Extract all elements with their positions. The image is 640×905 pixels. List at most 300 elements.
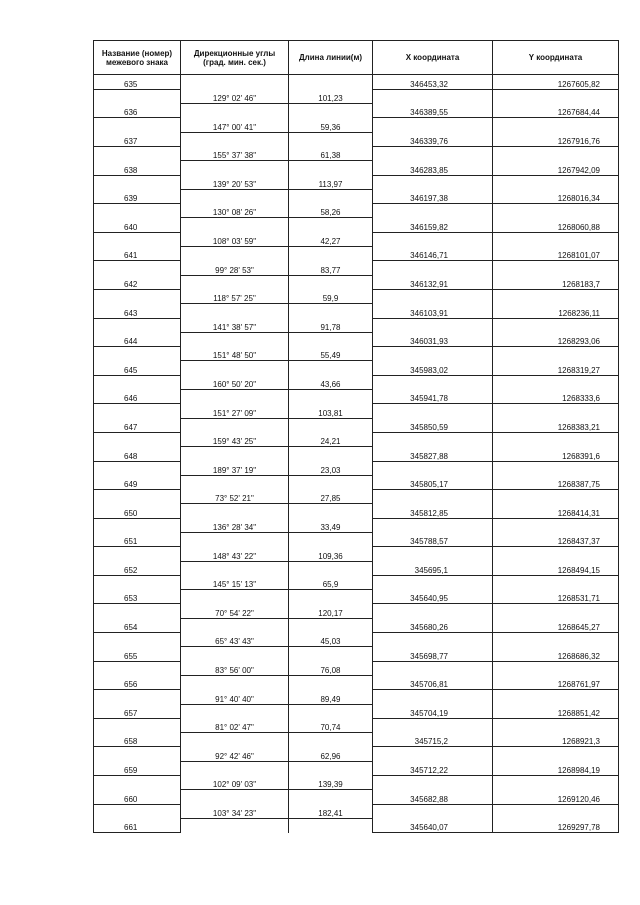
angle-cell-empty (181, 447, 289, 461)
point-row (94, 218, 619, 232)
point-name: 659 (94, 761, 181, 775)
x-coordinate: 345682,88 (373, 790, 493, 804)
point-name: 657 (94, 704, 181, 718)
boundary-coordinates-table (93, 40, 619, 833)
direction-angle: 148° 43' 22" (181, 547, 289, 561)
point-name: 637 (94, 132, 181, 146)
y-coordinate: 1268531,71 (493, 590, 619, 604)
angle-cell-empty (181, 818, 289, 832)
line-length: 27,85 (289, 490, 373, 504)
length-cell-empty (289, 761, 373, 775)
name-cell-empty (94, 718, 181, 732)
point-name: 646 (94, 390, 181, 404)
length-cell-empty (289, 418, 373, 432)
angle-cell-empty (181, 418, 289, 432)
point-row (94, 590, 619, 604)
line-length: 42,27 (289, 232, 373, 246)
segment-row (94, 175, 619, 189)
segment-row (94, 490, 619, 504)
name-cell-empty (94, 776, 181, 790)
point-name: 644 (94, 332, 181, 346)
angle-cell-empty (181, 390, 289, 404)
y-cell-empty (493, 633, 619, 647)
line-length: 83,77 (289, 261, 373, 275)
direction-angle: 81° 02' 47" (181, 718, 289, 732)
direction-angle: 83° 56' 00" (181, 661, 289, 675)
direction-angle: 147° 00' 41" (181, 118, 289, 132)
direction-angle: 99° 28' 53" (181, 261, 289, 275)
point-row (94, 790, 619, 804)
name-cell-empty (94, 661, 181, 675)
direction-angle: 155° 37' 38" (181, 146, 289, 160)
length-cell-empty (289, 790, 373, 804)
length-cell-empty (289, 733, 373, 747)
angle-cell-empty (181, 590, 289, 604)
angle-cell-empty (181, 618, 289, 632)
angle-cell-empty (181, 189, 289, 203)
segment-row (94, 747, 619, 761)
point-row (94, 275, 619, 289)
line-length: 89,49 (289, 690, 373, 704)
direction-angle: 102° 09' 03" (181, 776, 289, 790)
x-coordinate: 346389,55 (373, 104, 493, 118)
segment-row (94, 547, 619, 561)
segment-row (94, 118, 619, 132)
y-coordinate: 1268101,07 (493, 247, 619, 261)
point-name: 639 (94, 189, 181, 203)
segment-row (94, 518, 619, 532)
point-row (94, 818, 619, 832)
segment-row (94, 347, 619, 361)
y-cell-empty (493, 776, 619, 790)
point-name: 649 (94, 475, 181, 489)
point-row (94, 418, 619, 432)
x-cell-empty (373, 776, 493, 790)
header-direction-angle: Дирекционные углы (град. мин. сек.) (181, 41, 289, 75)
x-cell-empty (373, 175, 493, 189)
x-coordinate: 346103,91 (373, 304, 493, 318)
x-cell-empty (373, 747, 493, 761)
y-coordinate: 1268761,97 (493, 675, 619, 689)
line-length: 59,36 (289, 118, 373, 132)
direction-angle: 92° 42' 46" (181, 747, 289, 761)
point-row (94, 475, 619, 489)
x-coordinate: 345706,81 (373, 675, 493, 689)
name-cell-empty (94, 404, 181, 418)
point-row (94, 618, 619, 632)
y-cell-empty (493, 604, 619, 618)
length-cell-empty (289, 818, 373, 832)
y-coordinate: 1268686,32 (493, 647, 619, 661)
point-row (94, 561, 619, 575)
point-row (94, 647, 619, 661)
name-cell-empty (94, 804, 181, 818)
angle-cell-empty (181, 761, 289, 775)
y-cell-empty (493, 518, 619, 532)
x-cell-empty (373, 89, 493, 103)
segment-row (94, 604, 619, 618)
point-name: 641 (94, 247, 181, 261)
y-coordinate: 1267684,44 (493, 104, 619, 118)
x-coordinate: 345805,17 (373, 475, 493, 489)
header-point-name: Название (номер) межевого знака (94, 41, 181, 75)
x-coordinate: 345983,02 (373, 361, 493, 375)
y-cell-empty (493, 490, 619, 504)
angle-cell-empty (181, 275, 289, 289)
angle-cell-empty (181, 304, 289, 318)
x-cell-empty (373, 690, 493, 704)
x-cell-empty (373, 232, 493, 246)
direction-angle: 103° 34' 23" (181, 804, 289, 818)
y-coordinate: 1268236,11 (493, 304, 619, 318)
length-cell-empty (289, 361, 373, 375)
angle-cell-empty (181, 475, 289, 489)
x-coordinate: 346146,71 (373, 247, 493, 261)
direction-angle: 73° 52' 21" (181, 490, 289, 504)
segment-row (94, 690, 619, 704)
length-cell-empty (289, 447, 373, 461)
y-cell-empty (493, 146, 619, 160)
point-name: 652 (94, 561, 181, 575)
length-cell-empty (289, 533, 373, 547)
angle-cell-empty (181, 504, 289, 518)
name-cell-empty (94, 690, 181, 704)
table-header-row (94, 41, 619, 75)
length-cell-empty (289, 590, 373, 604)
segment-row (94, 633, 619, 647)
angle-cell-empty (181, 361, 289, 375)
y-cell-empty (493, 375, 619, 389)
segment-row (94, 89, 619, 103)
length-cell-empty (289, 675, 373, 689)
x-cell-empty (373, 575, 493, 589)
x-cell-empty (373, 318, 493, 332)
name-cell-empty (94, 118, 181, 132)
name-cell-empty (94, 432, 181, 446)
name-cell-empty (94, 175, 181, 189)
point-name: 636 (94, 104, 181, 118)
x-coordinate: 345788,57 (373, 533, 493, 547)
x-cell-empty (373, 490, 493, 504)
length-cell-empty (289, 647, 373, 661)
angle-cell-empty (181, 533, 289, 547)
y-cell-empty (493, 261, 619, 275)
point-name: 643 (94, 304, 181, 318)
segment-row (94, 575, 619, 589)
line-length: 45,03 (289, 633, 373, 647)
header-x-coordinate: X координата (373, 41, 493, 75)
x-coordinate: 346031,93 (373, 332, 493, 346)
length-cell-empty (289, 504, 373, 518)
x-coordinate: 346453,32 (373, 75, 493, 90)
point-row (94, 332, 619, 346)
angle-cell-empty (181, 332, 289, 346)
line-length: 139,39 (289, 776, 373, 790)
y-cell-empty (493, 89, 619, 103)
y-cell-empty (493, 547, 619, 561)
x-cell-empty (373, 718, 493, 732)
point-name: 645 (94, 361, 181, 375)
angle-cell-empty (181, 561, 289, 575)
line-length: 109,36 (289, 547, 373, 561)
direction-angle: 70° 54' 22" (181, 604, 289, 618)
point-row (94, 247, 619, 261)
y-coordinate: 1268414,31 (493, 504, 619, 518)
segment-row (94, 289, 619, 303)
name-cell-empty (94, 747, 181, 761)
name-cell-empty (94, 633, 181, 647)
x-cell-empty (373, 461, 493, 475)
point-row (94, 704, 619, 718)
segment-row (94, 776, 619, 790)
direction-angle: 130° 08' 26" (181, 204, 289, 218)
direction-angle: 151° 48' 50" (181, 347, 289, 361)
point-name: 661 (94, 818, 181, 832)
line-length: 61,38 (289, 146, 373, 160)
x-coordinate: 345941,78 (373, 390, 493, 404)
segment-row (94, 204, 619, 218)
point-row (94, 675, 619, 689)
line-length: 58,26 (289, 204, 373, 218)
angle-cell-empty (181, 161, 289, 175)
y-cell-empty (493, 461, 619, 475)
line-length: 120,17 (289, 604, 373, 618)
length-cell-empty (289, 704, 373, 718)
name-cell-empty (94, 518, 181, 532)
angle-cell-empty (181, 104, 289, 118)
x-cell-empty (373, 404, 493, 418)
name-cell-empty (94, 375, 181, 389)
point-name: 650 (94, 504, 181, 518)
x-coordinate: 345850,59 (373, 418, 493, 432)
x-cell-empty (373, 204, 493, 218)
segment-row (94, 461, 619, 475)
length-cell-empty (289, 189, 373, 203)
point-row (94, 390, 619, 404)
line-length: 59,9 (289, 289, 373, 303)
point-name: 655 (94, 647, 181, 661)
point-row (94, 447, 619, 461)
segment-row (94, 661, 619, 675)
x-cell-empty (373, 347, 493, 361)
direction-angle: 136° 28' 34" (181, 518, 289, 532)
x-cell-empty (373, 375, 493, 389)
x-coordinate: 346283,85 (373, 161, 493, 175)
direction-angle: 118° 57' 25" (181, 289, 289, 303)
line-length: 33,49 (289, 518, 373, 532)
name-cell-empty (94, 347, 181, 361)
y-cell-empty (493, 318, 619, 332)
point-name: 648 (94, 447, 181, 461)
x-cell-empty (373, 518, 493, 532)
line-length: 101,23 (289, 89, 373, 103)
length-cell-empty (289, 561, 373, 575)
point-name: 654 (94, 618, 181, 632)
name-cell-empty (94, 604, 181, 618)
name-cell-empty (94, 146, 181, 160)
y-coordinate: 1269120,46 (493, 790, 619, 804)
point-row (94, 533, 619, 547)
y-coordinate: 1267605,82 (493, 75, 619, 90)
line-length: 182,41 (289, 804, 373, 818)
y-coordinate: 1268851,42 (493, 704, 619, 718)
segment-row (94, 146, 619, 160)
segment-row (94, 318, 619, 332)
header-line-length: Длина линии(м) (289, 41, 373, 75)
direction-angle: 91° 40' 40" (181, 690, 289, 704)
x-cell-empty (373, 804, 493, 818)
x-coordinate: 345680,26 (373, 618, 493, 632)
x-cell-empty (373, 118, 493, 132)
y-coordinate: 1268391,6 (493, 447, 619, 461)
point-name: 638 (94, 161, 181, 175)
y-coordinate: 1268383,21 (493, 418, 619, 432)
y-cell-empty (493, 747, 619, 761)
angle-cell-empty (181, 733, 289, 747)
x-coordinate: 346339,76 (373, 132, 493, 146)
line-length: 113,97 (289, 175, 373, 189)
point-row (94, 104, 619, 118)
y-cell-empty (493, 347, 619, 361)
length-cell-empty (289, 304, 373, 318)
point-name: 658 (94, 733, 181, 747)
y-coordinate: 1268984,19 (493, 761, 619, 775)
x-cell-empty (373, 547, 493, 561)
name-cell-empty (94, 232, 181, 246)
segment-row (94, 804, 619, 818)
angle-cell-empty (181, 675, 289, 689)
y-cell-empty (493, 204, 619, 218)
length-cell-empty (289, 332, 373, 346)
point-name: 653 (94, 590, 181, 604)
y-coordinate: 1268387,75 (493, 475, 619, 489)
point-row (94, 75, 619, 90)
length-cell-empty (289, 390, 373, 404)
y-coordinate: 1268645,27 (493, 618, 619, 632)
angle-cell-empty (181, 132, 289, 146)
length-cell-empty (289, 275, 373, 289)
y-coordinate: 1268183,7 (493, 275, 619, 289)
name-cell-empty (94, 289, 181, 303)
name-cell-empty (94, 461, 181, 475)
y-cell-empty (493, 804, 619, 818)
x-coordinate: 345712,22 (373, 761, 493, 775)
angle-cell-empty (181, 790, 289, 804)
point-name: 635 (94, 75, 181, 90)
x-coordinate: 346132,91 (373, 275, 493, 289)
x-coordinate: 345812,85 (373, 504, 493, 518)
point-name: 651 (94, 533, 181, 547)
point-name: 642 (94, 275, 181, 289)
name-cell-empty (94, 204, 181, 218)
line-length: 55,49 (289, 347, 373, 361)
x-cell-empty (373, 604, 493, 618)
x-cell-empty (373, 661, 493, 675)
header-y-coordinate: Y координата (493, 41, 619, 75)
direction-angle: 151° 27' 09" (181, 404, 289, 418)
point-row (94, 132, 619, 146)
y-coordinate: 1268921,3 (493, 733, 619, 747)
direction-angle: 129° 02' 46" (181, 89, 289, 103)
y-cell-empty (493, 718, 619, 732)
length-cell-empty (289, 75, 373, 90)
x-cell-empty (373, 289, 493, 303)
point-name: 647 (94, 418, 181, 432)
name-cell-empty (94, 261, 181, 275)
point-row (94, 761, 619, 775)
angle-cell-empty (181, 247, 289, 261)
x-coordinate: 346159,82 (373, 218, 493, 232)
x-cell-empty (373, 432, 493, 446)
name-cell-empty (94, 547, 181, 561)
y-cell-empty (493, 175, 619, 189)
y-cell-empty (493, 232, 619, 246)
line-length: 23,03 (289, 461, 373, 475)
direction-angle: 108° 03' 59" (181, 232, 289, 246)
segment-row (94, 261, 619, 275)
direction-angle: 141° 38' 57" (181, 318, 289, 332)
x-coordinate: 345695,1 (373, 561, 493, 575)
y-coordinate: 1267916,76 (493, 132, 619, 146)
segment-row (94, 375, 619, 389)
point-row (94, 189, 619, 203)
point-row (94, 361, 619, 375)
x-cell-empty (373, 633, 493, 647)
line-length: 103,81 (289, 404, 373, 418)
segment-row (94, 404, 619, 418)
direction-angle: 160° 50' 20" (181, 375, 289, 389)
segment-row (94, 718, 619, 732)
line-length: 24,21 (289, 432, 373, 446)
line-length: 62,96 (289, 747, 373, 761)
segment-row (94, 432, 619, 446)
x-coordinate: 346197,38 (373, 189, 493, 203)
y-coordinate: 1268293,06 (493, 332, 619, 346)
y-coordinate: 1268060,88 (493, 218, 619, 232)
line-length: 91,78 (289, 318, 373, 332)
line-length: 70,74 (289, 718, 373, 732)
point-row (94, 504, 619, 518)
y-cell-empty (493, 289, 619, 303)
direction-angle: 139° 20' 53" (181, 175, 289, 189)
y-coordinate: 1268319,27 (493, 361, 619, 375)
y-cell-empty (493, 432, 619, 446)
x-coordinate: 345715,2 (373, 733, 493, 747)
direction-angle: 65° 43' 43" (181, 633, 289, 647)
length-cell-empty (289, 618, 373, 632)
angle-cell-empty (181, 704, 289, 718)
point-row (94, 161, 619, 175)
y-coordinate: 1268333,6 (493, 390, 619, 404)
table-body (94, 75, 619, 833)
x-cell-empty (373, 261, 493, 275)
angle-cell-empty (181, 75, 289, 90)
line-length: 65,9 (289, 575, 373, 589)
point-row (94, 733, 619, 747)
length-cell-empty (289, 475, 373, 489)
line-length: 43,66 (289, 375, 373, 389)
point-name: 660 (94, 790, 181, 804)
y-cell-empty (493, 118, 619, 132)
x-coordinate: 345698,77 (373, 647, 493, 661)
name-cell-empty (94, 318, 181, 332)
x-coordinate: 345640,07 (373, 818, 493, 832)
segment-row (94, 232, 619, 246)
y-cell-empty (493, 404, 619, 418)
length-cell-empty (289, 132, 373, 146)
name-cell-empty (94, 575, 181, 589)
x-coordinate: 345827,88 (373, 447, 493, 461)
